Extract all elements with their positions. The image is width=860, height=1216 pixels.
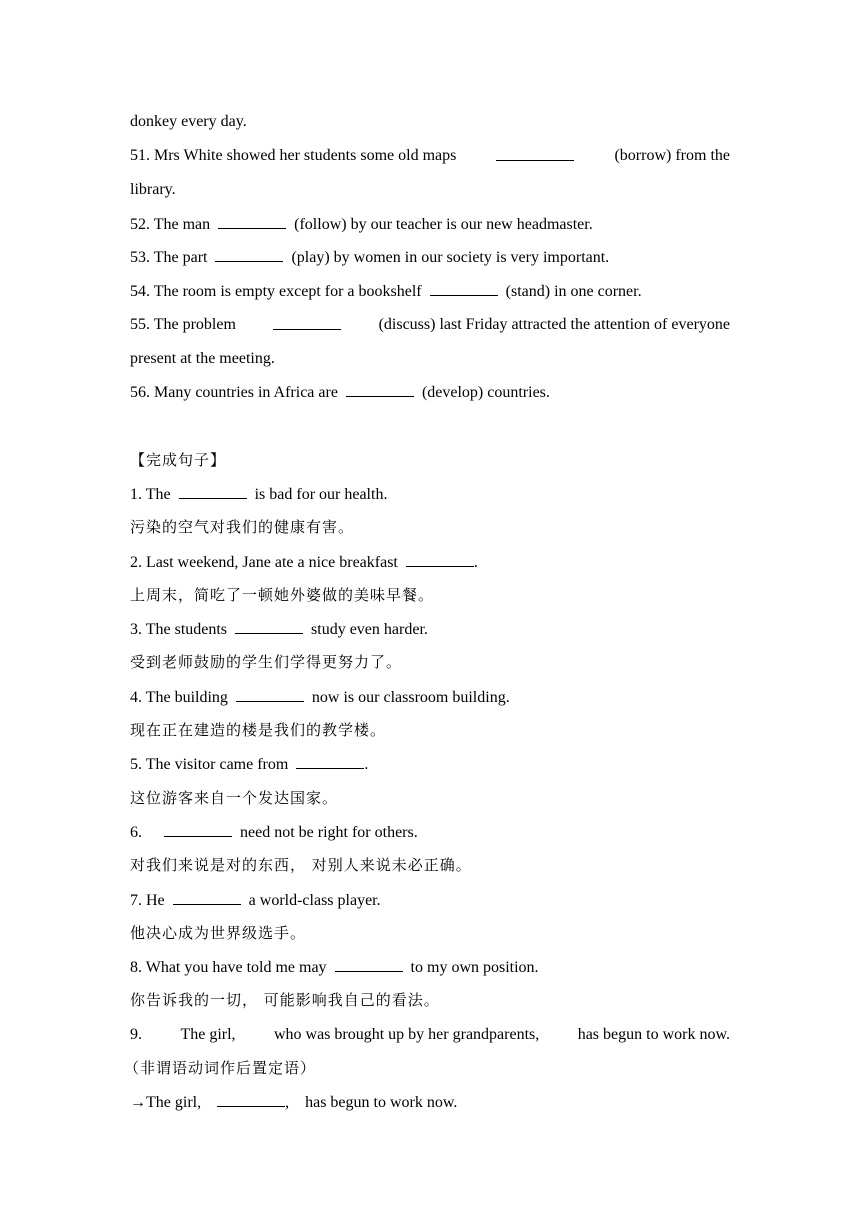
text-line [130, 112, 730, 132]
answer-blank[interactable] [215, 247, 283, 262]
answer-blank[interactable] [335, 957, 403, 972]
text: has begun to work now. [305, 1094, 458, 1111]
sentence-9 [130, 1025, 730, 1045]
text: a world-class player. [248, 892, 381, 909]
text: (play) by women in our society is very important. [291, 249, 610, 266]
text: . [473, 554, 478, 571]
answer-blank[interactable] [217, 1092, 285, 1107]
answer-blank[interactable] [236, 687, 304, 702]
text: 3. The students [130, 621, 228, 638]
translation: 他决心成为世界级选手。 [130, 924, 307, 942]
translation: 你告诉我的一切， 可能影响我自己的看法。 [130, 991, 440, 1009]
text: (follow) by our teacher is our new headmaster. [294, 216, 593, 233]
text: The girl, [180, 1026, 236, 1043]
text: 2. Last weekend, Jane ate a nice breakfast [130, 554, 398, 571]
text: 1. The [130, 486, 171, 503]
text: donkey every day. [130, 113, 247, 130]
translation: 这位游客来自一个发达国家。 [130, 789, 339, 807]
text: has begun to work now. [577, 1026, 730, 1043]
answer-blank[interactable] [179, 484, 247, 499]
answer-blank[interactable] [164, 822, 232, 837]
question-53 [130, 247, 730, 268]
question-54 [130, 281, 730, 302]
sentence-7 [130, 890, 730, 911]
text: (stand) in one corner. [505, 283, 642, 300]
text: (borrow) from the [614, 147, 730, 164]
translation: 上周末，简吃了一顿她外婆做的美味早餐。 [130, 586, 435, 604]
text: (develop) countries. [421, 384, 550, 401]
answer-blank[interactable] [218, 214, 286, 229]
text: now is our classroom building. [311, 689, 510, 706]
question-52 [130, 214, 730, 235]
text: . [364, 756, 369, 773]
answer-blank[interactable] [173, 890, 241, 905]
text: need not be right for others. [240, 824, 418, 841]
translation: 污染的空气对我们的健康有害。 [130, 518, 355, 536]
text: is bad for our health. [254, 486, 388, 503]
text: 4. The building [130, 689, 228, 706]
text: study even harder. [311, 621, 428, 638]
text: present at the meeting. [130, 350, 275, 367]
text: to my own position. [410, 959, 539, 976]
text-line [130, 349, 730, 369]
sentence-3 [130, 619, 730, 640]
text: 55. The problem [130, 316, 236, 333]
text: 51. Mrs White showed her students some old maps [130, 147, 457, 164]
section-title: 【完成句子】 [130, 451, 227, 469]
translation: 现在正在建造的楼是我们的教学楼。 [130, 721, 387, 739]
text: 8. What you have told me may [130, 959, 327, 976]
answer-blank[interactable] [496, 146, 574, 161]
text: , [285, 1094, 290, 1111]
answer-blank[interactable] [406, 552, 474, 567]
text-line [130, 180, 730, 200]
text: →The girl, [130, 1094, 202, 1111]
text: 54. The room is empty except for a bookshelf [130, 283, 422, 300]
text: 53. The part [130, 249, 208, 266]
text: library. [130, 181, 176, 198]
translation: 对我们来说是对的东西， 对别人来说未必正确。 [130, 856, 472, 874]
translation: 受到老师鼓励的学生们学得更努力了。 [130, 653, 403, 671]
sentence-8 [130, 957, 730, 978]
sentence-2 [130, 552, 730, 573]
sentence-6 [130, 822, 730, 843]
question-56 [130, 382, 730, 403]
sentence-4 [130, 687, 730, 708]
text: 9. [130, 1026, 142, 1043]
answer-blank[interactable] [430, 281, 498, 296]
text: (discuss) last Friday attracted the attention of everyone [378, 316, 730, 333]
text: 5. The visitor came from [130, 756, 289, 773]
text: 52. The man [130, 216, 211, 233]
text: 7. He [130, 892, 165, 909]
question-51 [130, 146, 730, 166]
answer-blank[interactable] [346, 382, 414, 397]
text: 6. [130, 824, 142, 841]
question-55 [130, 315, 730, 335]
answer-blank[interactable] [273, 315, 341, 330]
answer-blank[interactable] [296, 754, 364, 769]
text: 56. Many countries in Africa are [130, 384, 338, 401]
text: who was brought up by her grandparents, [273, 1026, 540, 1043]
sentence-1 [130, 484, 730, 505]
answer-blank[interactable] [235, 619, 303, 634]
sentence-9-rewrite [130, 1092, 730, 1113]
grammar-hint: （非谓语动词作后置定语） [124, 1059, 317, 1077]
sentence-5 [130, 754, 730, 775]
